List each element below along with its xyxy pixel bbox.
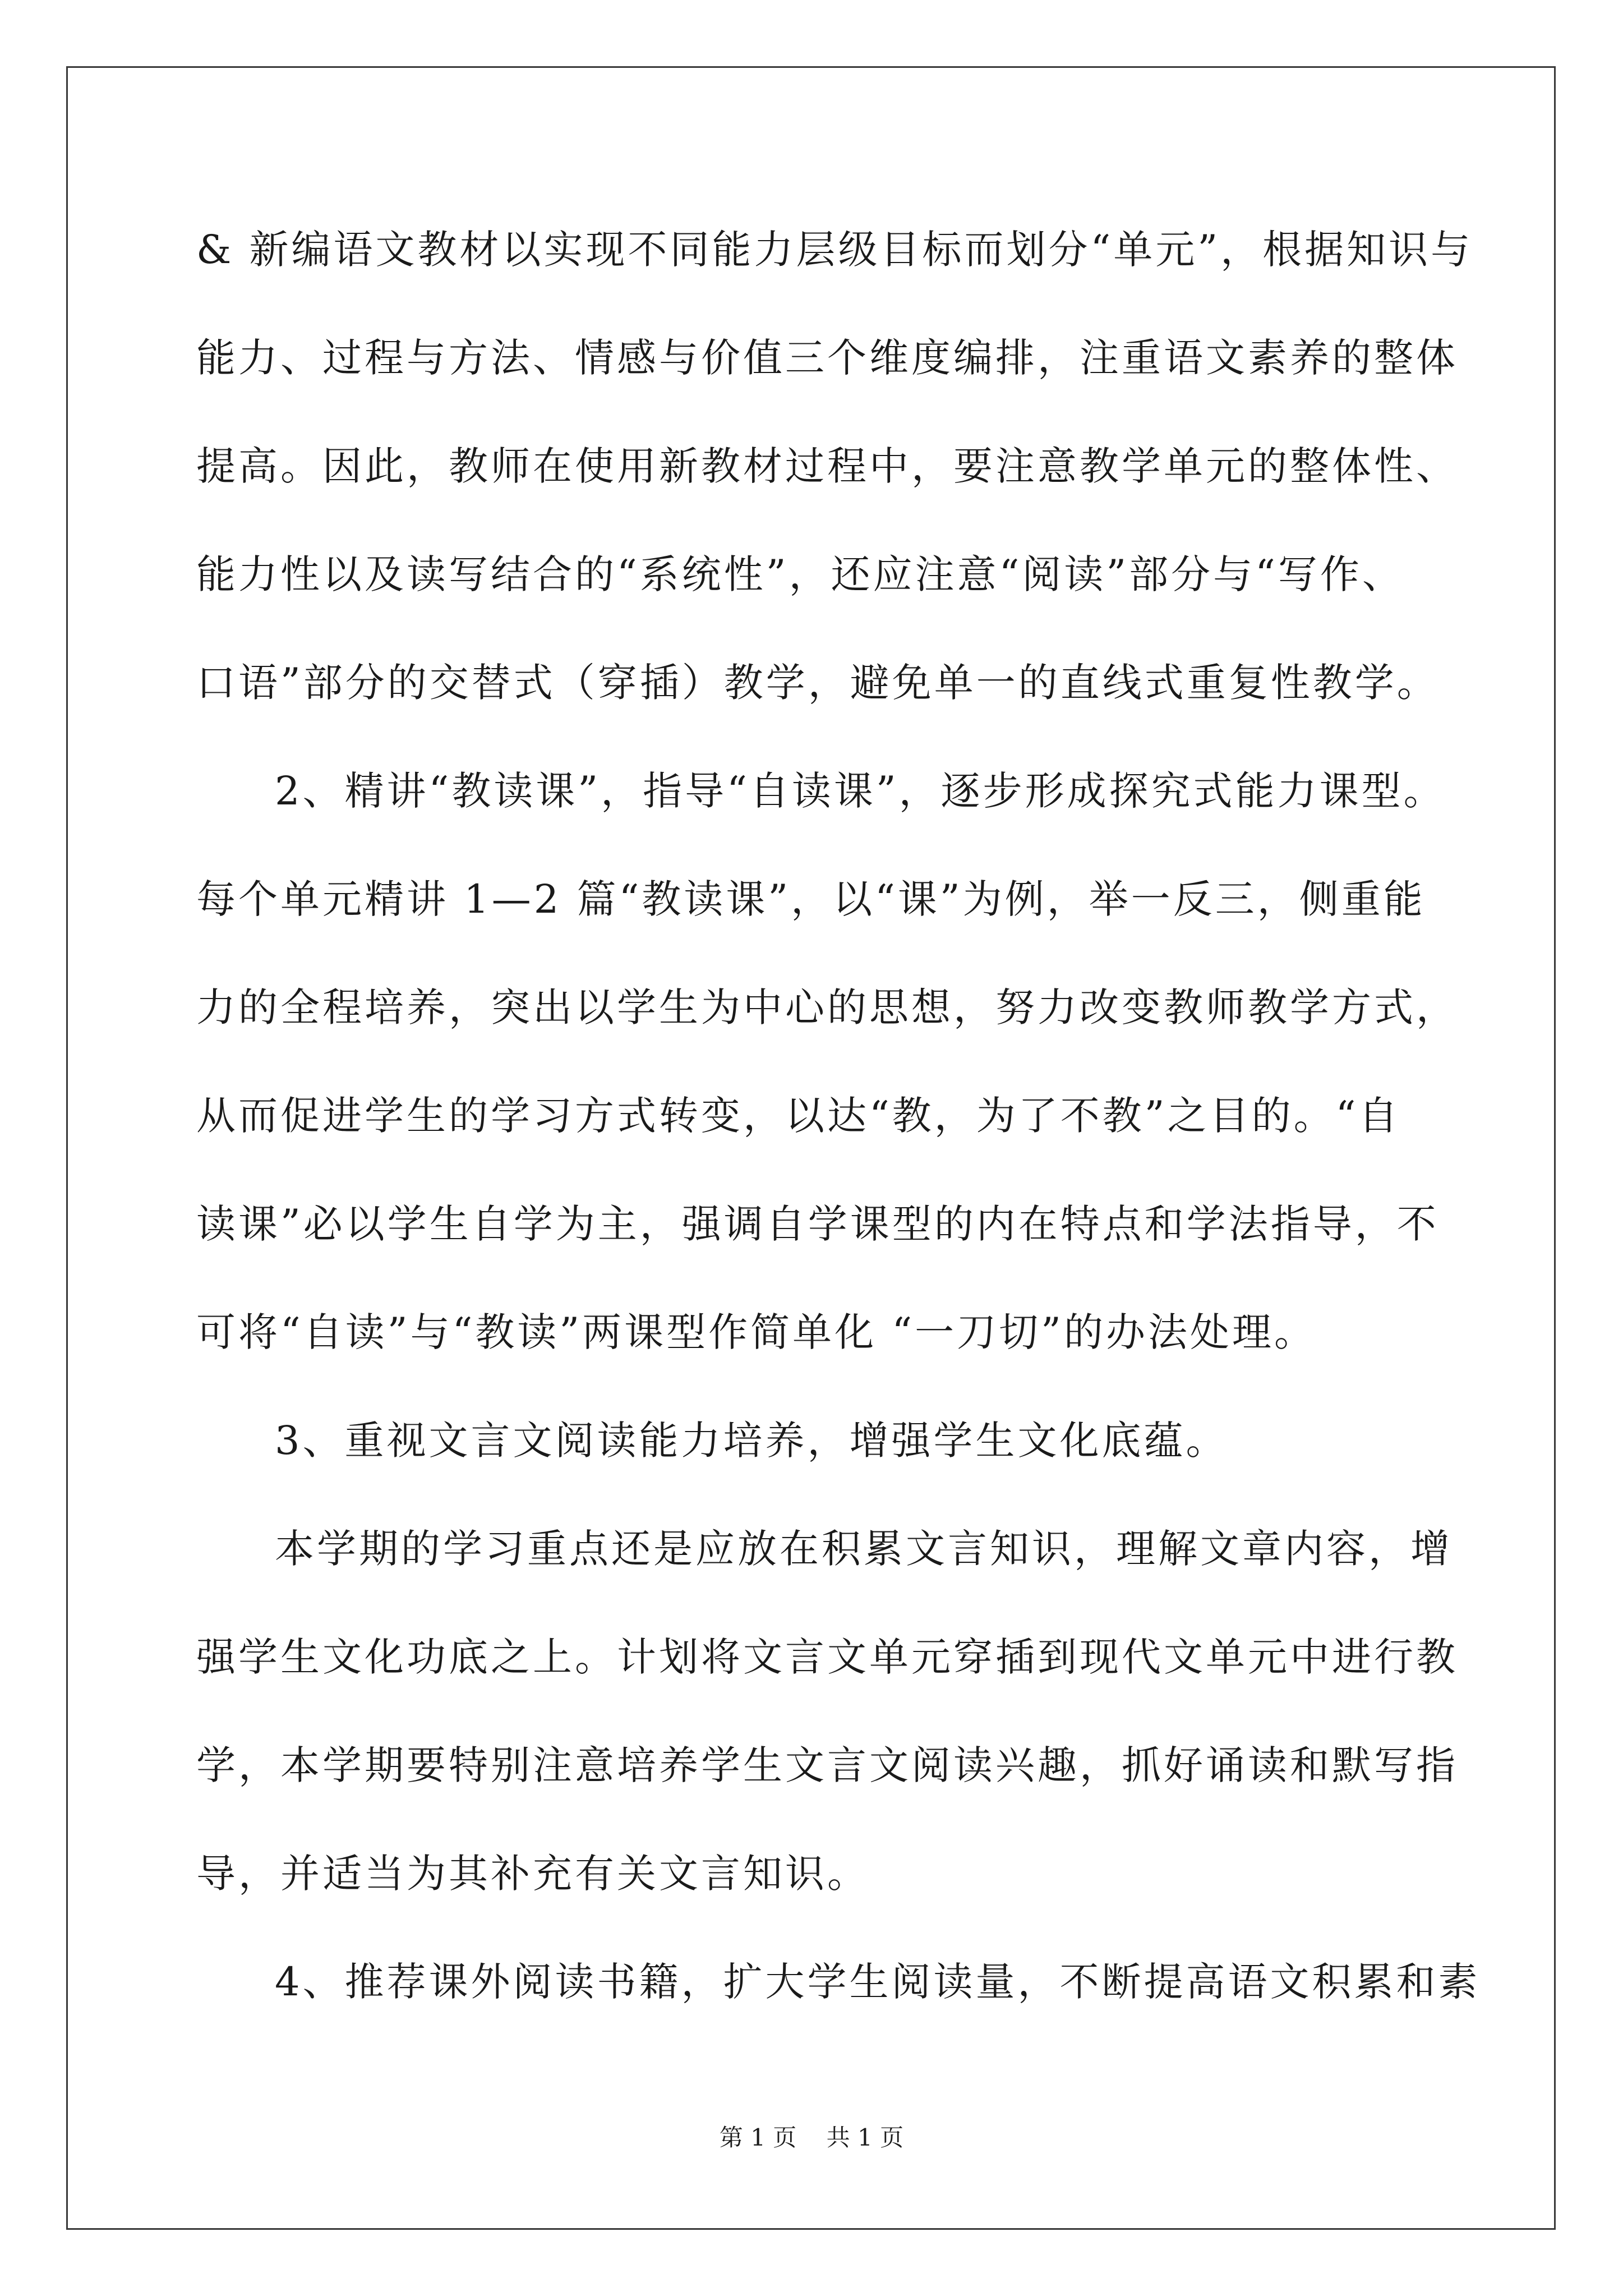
text-line: 导，并适当为其补充有关文言知识。 (196, 1851, 869, 1897)
text-line: 学，本学期要特别注意培养学生文言文阅读兴趣，抓好诵读和默写指 (196, 1742, 1458, 1788)
text-line: 可将“自读”与“教读”两课型作简单化 “一刀切”的办法处理。 (196, 1309, 1316, 1355)
text-line: 读课”必以学生自学为主，强调自学课型的内在特点和学法指导，不 (196, 1201, 1439, 1247)
text-line: 2、精讲“教读课”，指导“自读课”，逐步形成探究式能力课型。 (275, 768, 1446, 814)
text-line: 能力、过程与方法、情感与价值三个维度编排，注重语文素养的整体 (196, 335, 1458, 381)
text-line: 从而促进学生的学习方式转变，以达“教，为了不教”之目的。“自 (196, 1093, 1401, 1139)
page-total: 共 1 页 (826, 2124, 904, 2151)
page-footer (0, 2126, 1623, 2150)
page-border (66, 66, 1556, 2230)
text-line: 4、推荐课外阅读书籍，扩大学生阅读量，不断提高语文积累和素 (275, 1959, 1481, 2005)
text-line: & 新编语文教材以实现不同能力层级目标而划分“单元”，根据知识与 (196, 227, 1473, 273)
text-line: 口语”部分的交替式（穿插）教学，避免单一的直线式重复性教学。 (196, 660, 1439, 706)
text-line: 本学期的学习重点还是应放在积累文言知识，理解文章内容，增 (275, 1526, 1453, 1572)
text-line: 提高。因此，教师在使用新教材过程中，要注意教学单元的整体性、 (196, 443, 1458, 489)
text-line: 3、重视文言文阅读能力培养，增强学生文化底蕴。 (275, 1418, 1228, 1464)
text-line: 力的全程培养，突出以学生为中心的思想，努力改变教师教学方式， (196, 984, 1458, 1030)
page-number: 第 1 页 (719, 2124, 797, 2151)
text-line: 强学生文化功底之上。计划将文言文单元穿插到现代文单元中进行教 (196, 1634, 1458, 1680)
text-line: 每个单元精讲 1—2 篇“教读课”，以“课”为例，举一反三，侧重能 (196, 876, 1426, 922)
text-line: 能力性以及读写结合的“系统性”，还应注意“阅读”部分与“写作、 (196, 551, 1404, 597)
